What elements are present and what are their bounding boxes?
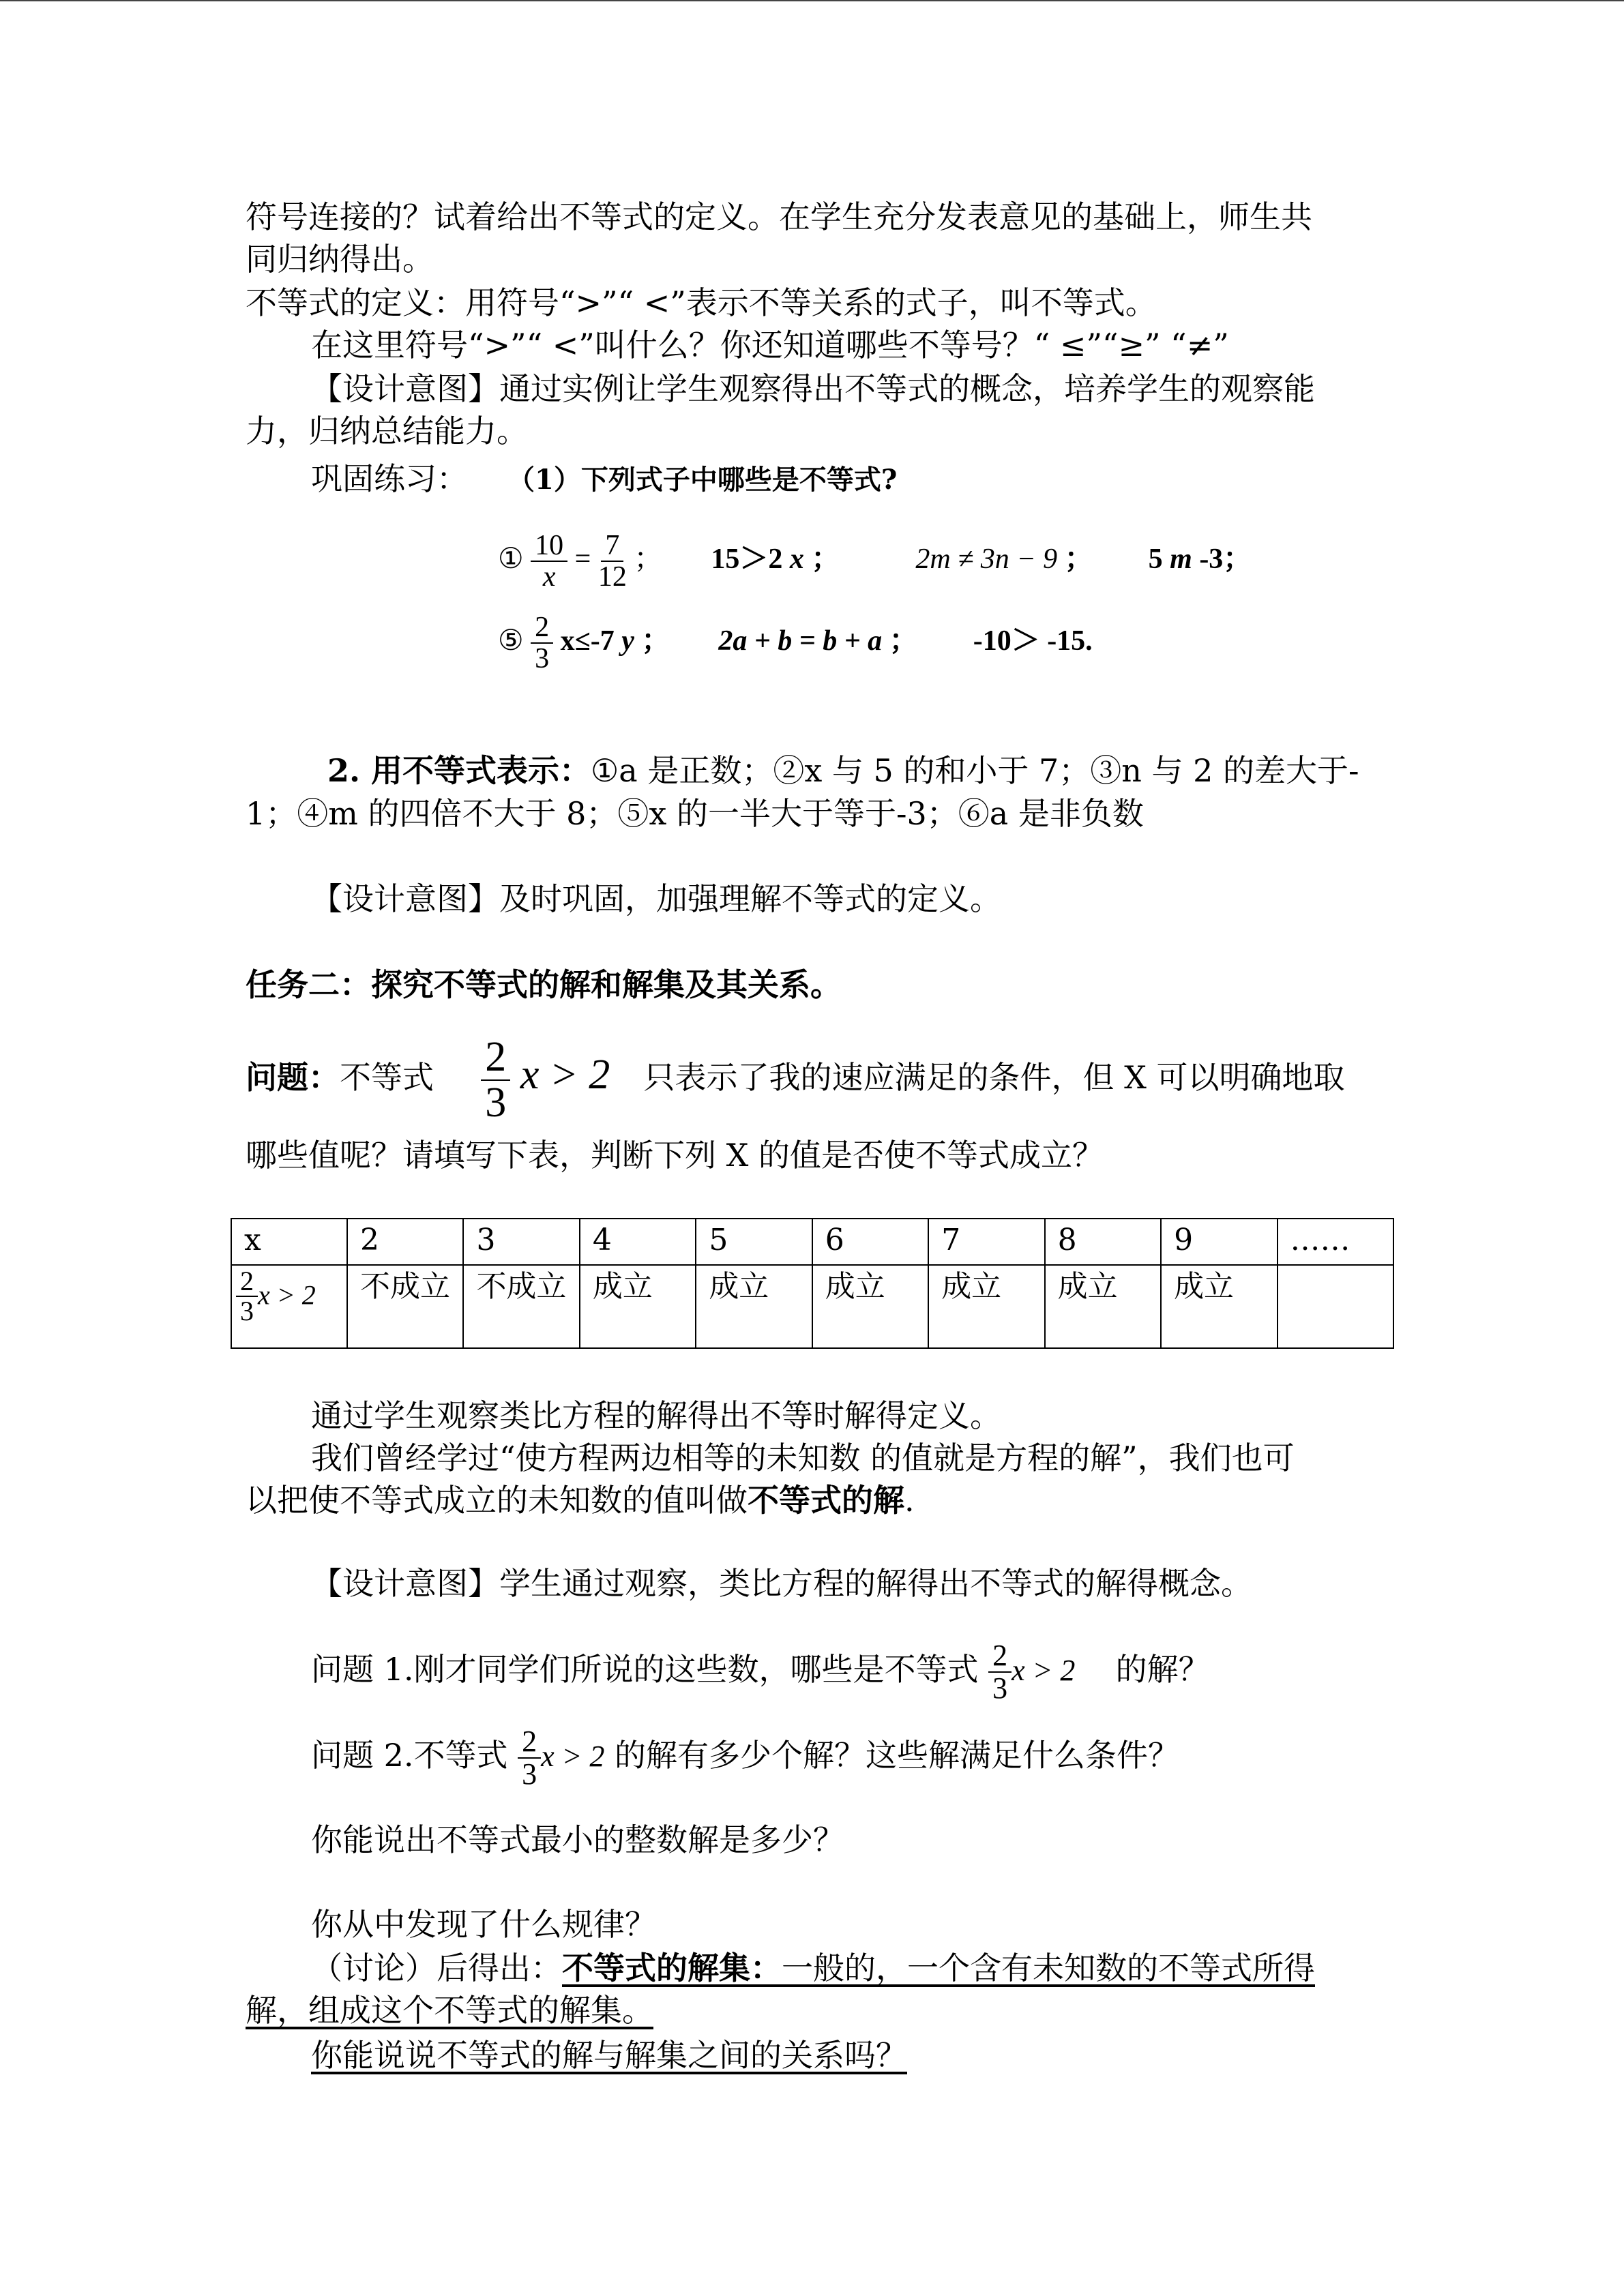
design-intent-3: 【设计意图】学生通过观察，类比方程的解得出不等式的解得概念。 — [311, 1565, 1252, 1602]
table-header-row — [231, 1219, 1393, 1265]
paragraph-line: 通过学生观察类比方程的解得出不等时解得定义。 — [311, 1397, 1001, 1434]
practice-question-1: （1）下列式子中哪些是不等式? — [507, 464, 898, 496]
table-cell: 8 — [1045, 1219, 1161, 1265]
question-1: 问题 1.刚才同学们所说的这些数，哪些是不等式 $\frac{2}{3}$ x > 2 的解？ — [311, 1638, 1210, 1705]
table-cell: 7 — [928, 1219, 1044, 1265]
exercise-2-line-1: 2. 用不等式表示：①a 是正数；②x 与 5 的和小于 7；③n 与 2 的差大于- — [327, 752, 1359, 789]
table-cell: 成立 — [580, 1265, 696, 1348]
paragraph-line: 符号连接的？试着给出不等式的定义。在学生充分发表意见的基础上，师生共 — [246, 198, 1312, 235]
expr-x-le-7y: x≤-7 — [560, 625, 615, 657]
expr-2a-b-eq-b-a: 2a + b = b + a — [718, 625, 883, 657]
question-4: 你从中发现了什么规律？ — [311, 1906, 656, 1943]
expr-2m-ne-3n-9: 2m ≠ 3n − 9 — [915, 543, 1058, 575]
table-cell: 9 — [1161, 1219, 1277, 1265]
table-cell: 成立 — [696, 1265, 812, 1348]
exercise-row-1: ① $\frac{10}{x}$ = $\frac{7}{12}$ ； 15＞2 x ； 2m ≠ 3n − 9 ； 5 m -3； — [498, 530, 1252, 593]
fraction-2-over-3: $\frac{2}{3}$ — [988, 1640, 1012, 1704]
paragraph-line: 我们曾经学过“使方程两边相等的未知数 的值就是方程的解”，我们也可 — [311, 1440, 1295, 1476]
table-cell: 成立 — [812, 1265, 928, 1348]
exercise-2-line-2: 1；④m 的四倍不大于 8；⑤x 的一半大于等于-3；⑥a 是非负数 — [246, 795, 1144, 832]
table-cell: 成立 — [1161, 1265, 1277, 1348]
task-2-heading: 任务二：探究不等式的解和解集及其关系。 — [246, 966, 842, 1003]
symbol-question: 在这里符号“>”“ <”叫什么？你还知道哪些不等号？“ ≤”“≥” “≠” — [311, 327, 1229, 363]
fraction-2-over-3-large: $\frac{2}{3}$ — [481, 1035, 510, 1125]
circled-1: ① — [498, 543, 524, 575]
table-cell: x — [231, 1219, 347, 1265]
term-solution-set: 不等式的解集： — [562, 1950, 782, 1986]
discussion-line-2: 解，组成这个不等式的解集。 — [246, 1992, 653, 2029]
table-cell: 5 — [696, 1219, 812, 1265]
table-cell: 不成立 — [347, 1265, 463, 1348]
fraction-2-over-3: $\frac{2}{3}$ — [518, 1726, 541, 1790]
table-row — [231, 1265, 1393, 1348]
table-cell: 成立 — [1045, 1265, 1161, 1348]
inequality-definition: 不等式的定义：用符号“>”“ <”表示不等关系的式子，叫不等式。 — [246, 284, 1157, 321]
table-cell: 6 — [812, 1219, 928, 1265]
table-row-label: $\frac{2}{3}$ x > 2 — [231, 1265, 347, 1348]
question-2: 问题 2.不等式 $\frac{2}{3}$ x > 2 的解有多少个解？这些解满足什么条件？ — [311, 1724, 1179, 1791]
page-top-border — [0, 0, 1624, 1]
design-intent-1: 【设计意图】通过实例让学生观察得出不等式的概念，培养学生的观察能 — [311, 370, 1315, 407]
fraction-10-over-x: $\frac{10}{x}$ — [531, 531, 567, 592]
design-intent-1-cont: 力，归纳总结能力。 — [246, 413, 528, 449]
table-cell: 4 — [580, 1219, 696, 1265]
expr-5m-3: 5 — [1148, 543, 1163, 575]
term-solution: 不等式的解 — [748, 1482, 904, 1519]
exercise-row-2: ⑤ $\frac{2}{3}$ x≤-7 y ； 2a + b = b + a ； -10＞ -15. — [498, 612, 1093, 675]
fraction-7-over-12: $\frac{7}{12}$ — [597, 530, 627, 593]
table-cell: 成立 — [928, 1265, 1044, 1348]
discussion-line: （讨论）后得出：不等式的解集：一般的，一个含有未知数的不等式所得 — [311, 1950, 1315, 1986]
problem-line: 问题：不等式 $\frac{2}{3}$ x > 2 只表示了我的速应满足的条件，但 X 可以明确地取 — [246, 1034, 1345, 1127]
table-cell: 2 — [347, 1219, 463, 1265]
problem-line-2: 哪些值呢？请填写下表，判断下列 X 的值是否使不等式成立？ — [246, 1137, 1104, 1174]
paragraph-line: 以把使不等式成立的未知数的值叫做不等式的解. — [246, 1482, 915, 1519]
table-cell — [1278, 1265, 1394, 1348]
circled-5: ⑤ — [498, 625, 524, 657]
table-cell: …… — [1278, 1219, 1394, 1265]
paragraph-line: 同归纳得出。 — [246, 241, 434, 278]
table-cell: 3 — [463, 1219, 579, 1265]
table-cell: 不成立 — [463, 1265, 579, 1348]
practice-label: 巩固练习： — [311, 460, 468, 497]
expr-neg10-gt-neg15: -10＞ -15. — [973, 625, 1093, 657]
final-question: 你能说说不等式的解与解集之间的关系吗？ — [311, 2037, 907, 2074]
expr-15-gt-2x: 15＞2 — [711, 543, 783, 575]
question-3: 你能说出不等式最小的整数解是多少？ — [311, 1821, 844, 1858]
design-intent-2: 【设计意图】及时巩固，加强理解不等式的定义。 — [311, 880, 1001, 917]
solution-table — [231, 1218, 1394, 1349]
fraction-2-over-3: $\frac{2}{3}$ — [531, 612, 553, 674]
